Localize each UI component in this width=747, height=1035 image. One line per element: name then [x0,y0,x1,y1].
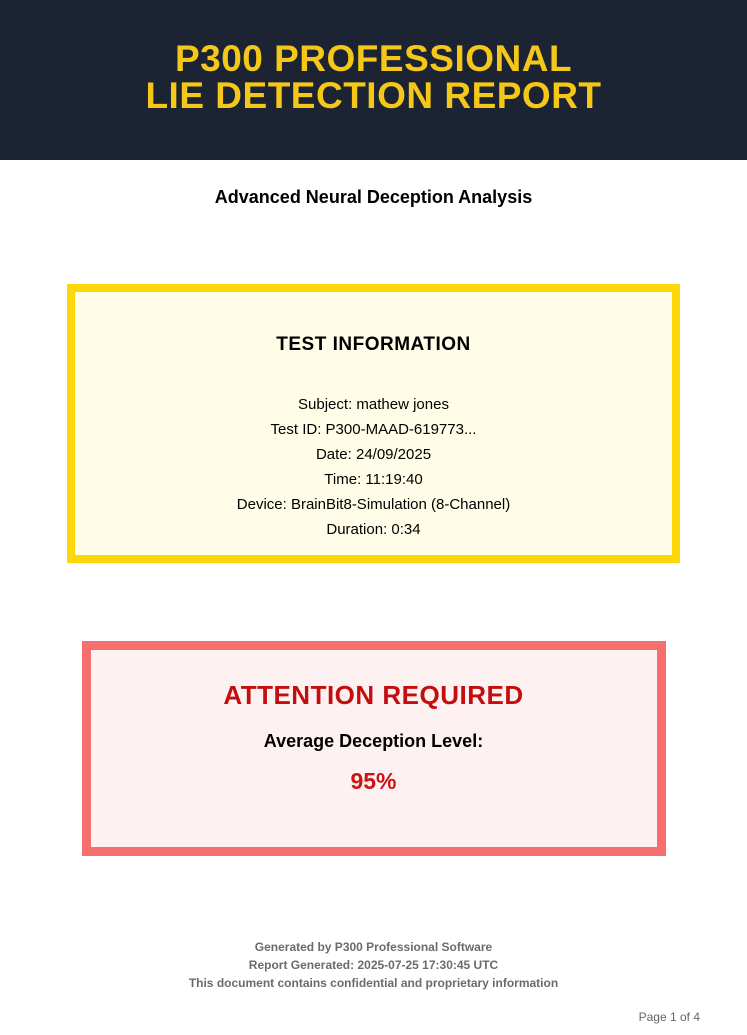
page-number: Page 1 of 4 [638,1010,700,1024]
footer-generated-by: Generated by P300 Professional Software [254,940,493,954]
test-info-date: Date: 24/09/2025 [315,446,432,463]
report-title-line1: P300 PROFESSIONAL [174,38,573,79]
report-title-line2: LIE DETECTION REPORT [145,75,602,116]
test-info-time: Time: 11:19:40 [324,471,423,488]
report-footer [0,938,747,992]
report-subtitle: Advanced Neural Deception Analysis [214,187,533,207]
test-information-title: TEST INFORMATION [276,334,471,355]
attention-required-box [82,641,666,856]
deception-level-label: Average Deception Level: [263,731,484,751]
test-information-box [67,284,680,563]
test-info-device: Device: BrainBit8-Simulation (8-Channel) [236,496,511,513]
test-info-subject: Subject: mathew jones [298,396,449,413]
deception-level-value: 95% [350,768,397,794]
footer-confidential-notice: This document contains confidential and proprietary information [188,976,559,990]
test-info-test-id: Test ID: P300-MAAD-619773... [270,421,477,438]
report-header [0,0,747,160]
attention-required-title: ATTENTION REQUIRED [223,680,524,710]
footer-report-generated: Report Generated: 2025-07-25 17:30:45 UTC [248,958,499,972]
test-info-duration: Duration: 0:34 [326,521,421,538]
